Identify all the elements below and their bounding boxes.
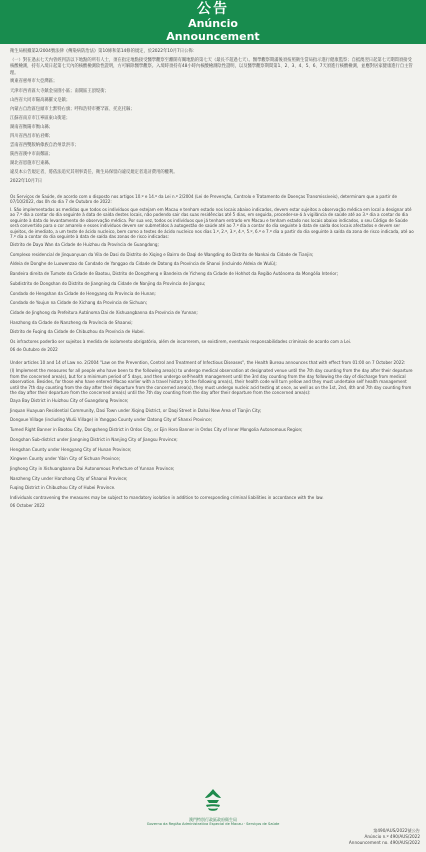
- list-item: 內蒙古自治區包頭市土默特右旗；呼和浩特市賽罕區、托克托縣；: [10, 106, 135, 112]
- title-portuguese: Anúncio: [188, 17, 238, 30]
- portuguese-intro: Os Serviços de Saúde, de acordo com o disposto nos artigos 10.º e 14.º da Lei n.º 2/2004 (Lei de Prevenção, Controlo e Tratamento de Doenças Transmissíveis), determinam que a partir de 07/10/2022, das 0h do dia 7 de Outubro de 2022:: [10, 193, 398, 204]
- list-item: Xingwen County under Yibin City of Sichuan Province;: [10, 456, 121, 462]
- english-section: [10, 360, 416, 508]
- chinese-paragraph-1: （一）對在過去七天內曾經到訪以下地點的所有人士，須在指定地點接受醫學觀察至離開有關地點的第七天（最長不超過七天）。醫學觀察期滿後須按照衛生當局指示進行健康監察；自抵澳翌日起第七天期間須接受核酸檢測，持有入境日起第七天內的核酸檢測陰性證明，方可解除醫學觀察。入境時須持有48小時內核酸檢測陰性證明，以及醫學觀察期間第1、2、3、4、5、6、7天須進行核酸檢測，並應對居家健康進行自主管理。: [10, 57, 413, 76]
- list-item: 江蘇省南京市江寧區東山街道；: [10, 115, 71, 121]
- list-item: 湖北省恩施市巴東縣。: [10, 161, 53, 167]
- announcement-body: [0, 44, 426, 508]
- list-item: Dongshan Sub-district under Jiangning District in Nanjing City of Jiangsu Province;: [10, 436, 178, 442]
- list-item: 雲南省西雙版納傣族自治州景洪市；: [10, 143, 79, 149]
- reference-portuguese: Anúncio n.º 490/AUS/2022: [364, 834, 420, 839]
- portuguese-section: [10, 194, 416, 353]
- list-item: 陝西省漢中市南鄭區；: [10, 152, 53, 158]
- chinese-date: 2022年10月7日: [10, 179, 43, 185]
- list-item: Complexo residencial de Jinquanyuan da Vila de Dasi do Distrito de Xiqing e Bairro de Daqi de Wangding do Distrito de Nankai da Cidade de Tianjin;: [10, 251, 314, 257]
- list-item: Dongxue Village (including Wulü Village) in Yanggao County under Datong City of Shanxi Province;: [10, 417, 213, 423]
- list-item: Daya Bay District in Huizhou City of Guangdong Province;: [10, 398, 129, 404]
- list-item: Condado de Youjun na Cidade de Xichang da Província de Sichuan;: [10, 300, 148, 306]
- list-item: 山西省大同市陽高縣羅文皂鎮；: [10, 97, 71, 103]
- chinese-closing: 違反本公告規定者，將依法追究其刑事責任，衛生局保留向違反規定者追討費用的權利。: [10, 170, 178, 176]
- list-item: Jinquan Huayuan Residential Community, Dasi Town under Xiqing District, or Daqi Street in Dahai New Area of Tianjin City;: [10, 407, 262, 413]
- portuguese-date: 06 de Outubro de 2022: [10, 347, 58, 353]
- list-item: Hanzhong da Cidade de Nanzheng da Província de Shaanxi;: [10, 319, 133, 325]
- title-chinese: 公告: [197, 1, 229, 17]
- government-name-chinese: 澳門特別行政區政府衛生局: [189, 817, 237, 822]
- chinese-section: [10, 49, 416, 186]
- portuguese-closing: Os infractores poderão ser sujeitos à medida de isolamento obrigatório, além de incorrerem, se existirem, eventuais responsabilidades criminais de acordo com a Lei.: [10, 339, 352, 345]
- reference-english: Announcement no. 490/AUS/2022: [348, 840, 420, 845]
- english-intro: Under articles 10 and 14 of Law no. 2/2004 "Law on the Prevention, Control and Treatment of Infectious Diseases", the Health Bureau announces that with effect from 01:00 on 7 October 2022:: [10, 360, 406, 366]
- list-item: Tumed Right Banner in Baotou City, Dongsheng District in Ordos City, or Ejin Horo Banner in Ordos City of Inner Mongolia Autonomous Region;: [10, 427, 303, 433]
- english-closing: Individuals contravening the measures may be subject to mandatory isolation in addition to corresponding criminal liabilities in accordance with the law.: [10, 495, 324, 501]
- announcement-header: [0, 0, 426, 44]
- list-item: Distrito de Fuqing da Cidade de Chibuzhou da Província de Hubei.: [10, 329, 145, 335]
- chinese-intro: 衛生局根據第2/2004號法律《傳染病防治法》第10條和第14條的規定，於2022年10月7日公佈：: [10, 49, 197, 54]
- health-bureau-logo-icon: [203, 788, 223, 812]
- government-name-portuguese: Governo da Região Administrativa Especial de Macau · Serviços de Saúde: [146, 822, 280, 826]
- footer: [0, 788, 426, 827]
- portuguese-location-list: [10, 242, 416, 335]
- english-paragraph-1: (I) Implement the measures for all people who have been to the following area(s) to undergo medical observation at designated venue until the 7th day counting from the day after their departure from the concerned area(s), but for a minimum period of 5 days, and then undergo self-health management until the 3rd day counting from the day following the day of discharge from medical observation. Besides, for those who have entered Macao earlier with a travel history to the following area(s), their health code will turn yellow and they must undertake self health management until the 7th day counting from the day after their departure from the concerned area(s), they must undergo nucleic acid testing at once, as well as on the 1st, 2nd, 4th and 7th day counting from the day after their departure from the concerned area(s) until the 7th day counting from the day after their departure from the concerned area(s):: [10, 368, 413, 396]
- list-item: 四川省西昌市佑君鄉；: [10, 133, 53, 139]
- list-item: Condado de Hengshan da Cidade de Hengyang da Província de Hunan;: [10, 290, 156, 296]
- chinese-location-list: [10, 79, 416, 167]
- list-item: Aldeia de Donghe de Luowenzao do Condado de Yanggao da Cidade de Datong da Província de Shanxi (incluindo Aldeia de Wulü);: [10, 261, 277, 267]
- list-item: Subdistrito de Dongshan do Distrito de Jiangning da Cidade de Nanjing da Província de Jiangsu;: [10, 280, 206, 286]
- english-location-list: [10, 398, 416, 491]
- list-item: Cidade de Jinghong da Prefeitura Autónoma Dai de Xishuangbanna da Província de Yunnan;: [10, 309, 198, 315]
- list-item: Bandeira direita de Tumote da Cidade de Baotou, Distrito de Dongzheng e Bandeira de Yicheng da Cidade de Hohhot da Região Autónoma da Mongólia Interior;: [10, 271, 338, 277]
- english-date: 06 October 2022: [10, 503, 45, 509]
- list-item: 天津市西青區大寺鎮金泉園小區；南開區王頂堤街；: [10, 88, 109, 94]
- list-item: Fuqing District in Chibuzhou City of Hubei Province.: [10, 485, 116, 491]
- reference-chinese: 第490/AUS/2022號公告: [373, 828, 420, 833]
- list-item: Nanzheng City under Hanzhong City of Shaanxi Province;: [10, 475, 128, 481]
- list-item: Hengshan County under Hengyang City of Hunan Province;: [10, 446, 132, 452]
- list-item: Jinghong City in Xishuangbanna Dai Autonomous Prefecture of Yunnan Province;: [10, 465, 175, 471]
- announcement-reference-numbers: [349, 828, 420, 846]
- list-item: 湖南省衡陽市衡山縣；: [10, 124, 53, 130]
- list-item: Distrito de Daya Wan da Cidade de Huizhou da Província de Guangdong;: [10, 241, 159, 247]
- list-item: 廣東省惠州市大亞灣區；: [10, 79, 58, 85]
- title-english: Announcement: [166, 30, 260, 43]
- portuguese-paragraph-1: I. São implementadas as medidas que todos os indivíduos que estejam em Macau e tenham estado nos locais abaixo indicados, devem estar sujeitos a observação médica em local a designar até ao 7.º dia a contar do dia seguinte à data de saída destes locais, não podendo sair das suas residências até 5 dias, em seguida, proceder-se-á à vigilância de saúde até ao 3.º dia a contar do dia seguinte à data do levantamento de observação médica. Por sua vez, todos os indivíduos que já tenham entrado em Macau e tenham estado nos locais abaixo indicados, o seu Código de Saúde será convertido para o cor amarelo e esses indivíduos devem ser submetidos à autogestão de saúde até ao 7.º dia a contar do dia seguinte à data de saída dos locais afectados e devem ser sujeitos, de imediato, a um teste de ácido nucleico, bem como a testes de ácido nucleico nos dias 1.º, 2.º, 3.º, 4.º, 5.º, 6.º e 7.º dia a partir do dia seguinte à saída da zona de risco indicada, até ao 7.º dia a contar do dia seguinte à data de saída das zonas de risco indicadas:: [10, 206, 414, 239]
